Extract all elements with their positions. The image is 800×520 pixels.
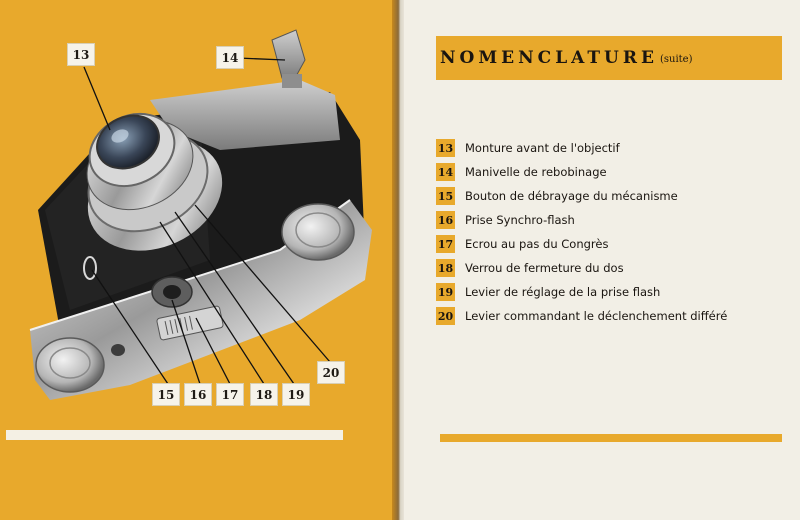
item-number: 16 xyxy=(436,211,455,229)
item-text: Monture avant de l'objectif xyxy=(465,141,620,155)
item-text: Verrou de fermeture du dos xyxy=(465,261,624,275)
list-item xyxy=(436,160,776,184)
item-number: 17 xyxy=(436,235,455,253)
item-text: Ecrou au pas du Congrès xyxy=(465,237,609,251)
callout-19: 19 xyxy=(283,384,309,405)
item-number: 13 xyxy=(436,139,455,157)
list-item xyxy=(436,280,776,304)
item-text: Bouton de débrayage du mécanisme xyxy=(465,189,678,203)
list-item xyxy=(436,256,776,280)
callout-15: 15 xyxy=(153,384,179,405)
list-item xyxy=(436,232,776,256)
callout-14: 14 xyxy=(217,47,243,68)
item-number: 20 xyxy=(436,307,455,325)
item-text: Prise Synchro-flash xyxy=(465,213,575,227)
callout-20: 20 xyxy=(318,362,344,383)
item-text: Levier commandant le déclenchement différé xyxy=(465,309,728,323)
callout-16: 16 xyxy=(185,384,211,405)
item-number: 15 xyxy=(436,187,455,205)
item-text: Manivelle de rebobinage xyxy=(465,165,607,179)
item-number: 19 xyxy=(436,283,455,301)
callout-18: 18 xyxy=(251,384,277,405)
item-number: 14 xyxy=(436,163,455,181)
item-number: 18 xyxy=(436,259,455,277)
right-page-rule xyxy=(440,434,782,442)
callout-17: 17 xyxy=(217,384,243,405)
page-title: NOMENCLATURE xyxy=(440,48,658,68)
title-band xyxy=(436,36,782,80)
nomenclature-list xyxy=(436,136,776,328)
page-title-suffix: (suite) xyxy=(659,53,693,65)
left-page-rule xyxy=(6,430,343,440)
list-item xyxy=(436,184,776,208)
list-item xyxy=(436,136,776,160)
callout-13: 13 xyxy=(68,44,94,65)
list-item xyxy=(436,208,776,232)
list-item xyxy=(436,304,776,328)
item-text: Levier de réglage de la prise flash xyxy=(465,285,661,299)
